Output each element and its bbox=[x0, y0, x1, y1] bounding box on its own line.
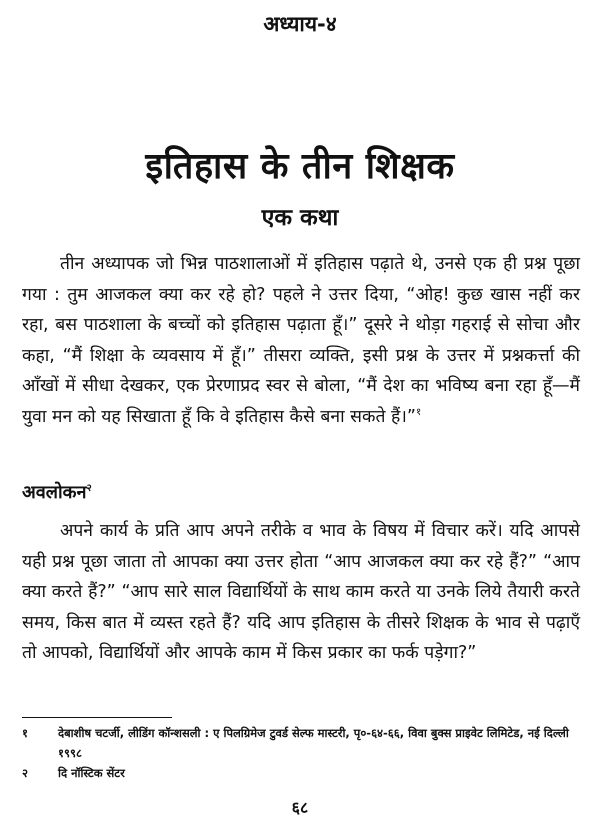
footnotes bbox=[22, 723, 582, 783]
footnote-text: दि नॉस्टिक सेंटर bbox=[58, 766, 125, 780]
story-text: तीन अध्यापक जो भिन्न पाठशालाओं में इतिहास पढ़ाते थे, उनसे एक ही प्रश्न पूछा गया : तुम आजकल क्या कर रहे हो? पहले ने उत्तर दिया, “ओह! कुछ खास नहीं कर रहा, बस पाठशाला के बच्चों को इतिहास पढ़ाता हूँ।” दूसरे ने थोड़ा गहराई से सोचा और कहा, “मैं शिक्षा के व्यवसाय में हूँ।” तीसरा व्यक्ति, इसी प्रश्न के उत्तर में प्रश्नकर्त्ता की आँखों में सीधा देखकर, एक प्रेरणाप्रद स्वर से बोला, “मैं देश का भविष्य बना रहा हूँ—मैं युवा मन को यह सिखाता हूँ कि वे इतिहास कैसे बना सकते हैं।” bbox=[22, 254, 580, 427]
footnote-divider bbox=[22, 717, 172, 718]
footnote-number: २ bbox=[22, 766, 28, 780]
reflection-paragraph: अपने कार्य के प्रति आप अपने तरीके व भाव के विषय में विचार करें। यदि आपसे यही प्रश्न पूछा जाता तो आपका क्या उत्तर होता “आप आजकल क्या कर रहे हैं?” “आप क्या करते हैं?” “आप सारे साल विद्यार्थियों के साथ काम करते या उनके लिये तैयारी करते समय, किस बात में व्यस्त रहते हैं? यदि आप इतिहास के तीसरे शिक्षक के भाव से पढ़ाएँ तो आपको, विद्यार्थियों और आपके काम में किस प्रकार का फर्क पड़ेगा?” bbox=[22, 521, 580, 663]
footnote-item bbox=[22, 723, 582, 763]
footnote-text: देबाशीष चटर्जी, लीडिंग कॉन्शसली : ए पिलग्रिमेज टुवर्ड सेल्फ मास्टरी, पृ०-६४-६६, विवा बुक्स प्राइवेट लिमिटेड, नई दिल्ली १९९८ bbox=[58, 726, 569, 760]
page-number: ६८ bbox=[291, 798, 309, 817]
footnote-item bbox=[22, 763, 582, 783]
page-subtitle: एक कथा bbox=[261, 205, 339, 231]
story-paragraph bbox=[22, 249, 580, 432]
section-heading bbox=[22, 480, 92, 504]
section-heading-text: अवलोकन bbox=[22, 482, 87, 503]
page-title: इतिहास के तीन शिक्षक bbox=[145, 146, 455, 187]
footnote-marker-2: २ bbox=[86, 483, 92, 494]
footnote-number: १ bbox=[22, 726, 28, 740]
footnote-marker-1: १ bbox=[415, 406, 422, 418]
chapter-label: अध्याय-४ bbox=[263, 12, 337, 36]
